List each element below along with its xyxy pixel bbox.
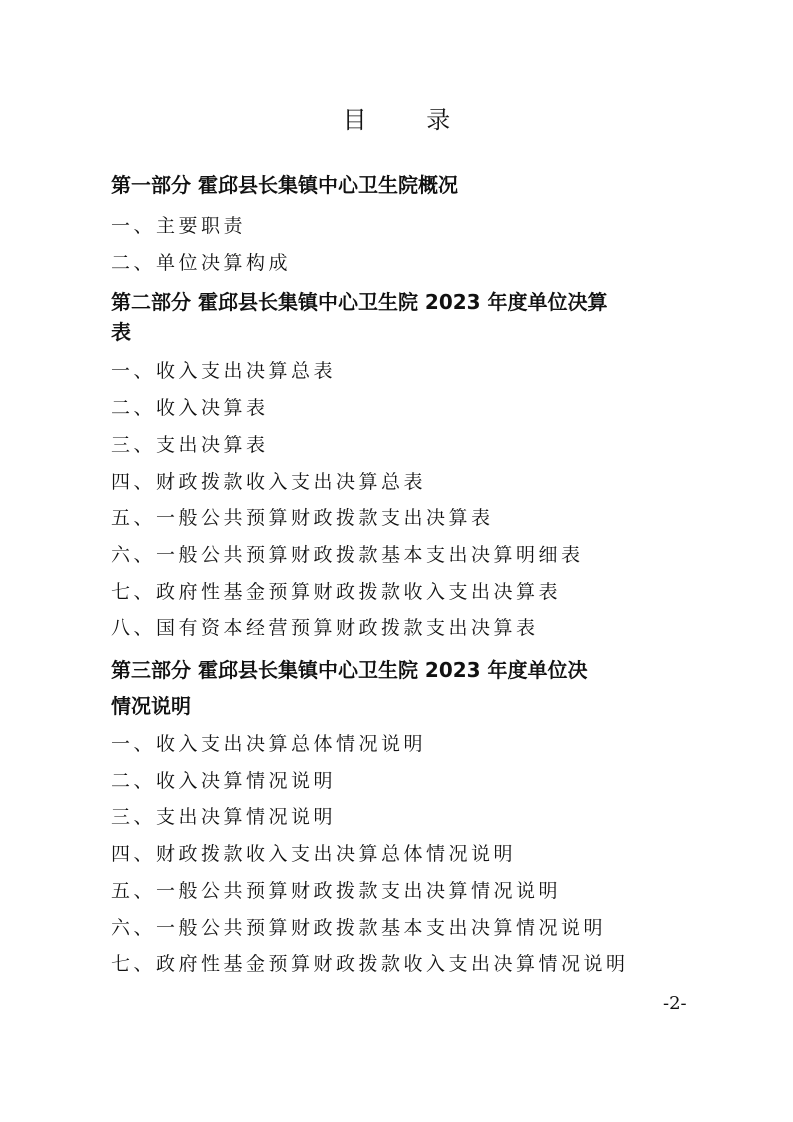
toc-item: 八、国有资本经营预算财政拨款支出决算表 xyxy=(111,617,539,640)
toc-item: 五、一般公共预算财政拨款支出决算情况说明 xyxy=(111,879,562,902)
toc-item: 二、收入决算情况说明 xyxy=(111,769,337,792)
toc-item: 四、财政拨款收入支出决算总体情况说明 xyxy=(111,843,517,866)
toc-item: 一、收入支出决算总体情况说明 xyxy=(111,733,427,756)
toc-item: 六、一般公共预算财政拨款基本支出决算情况说明 xyxy=(111,916,607,939)
page-number: -2- xyxy=(663,993,687,1014)
toc-item: 七、政府性基金预算财政拨款收入支出决算表 xyxy=(111,580,562,603)
toc-item: 三、支出决算情况说明 xyxy=(111,806,337,829)
toc-item: 四、财政拨款收入支出决算总表 xyxy=(111,470,427,493)
section-2-heading-line1: 第二部分 霍邱县长集镇中心卫生院 2023 年度单位决算 xyxy=(111,290,608,315)
toc-item: 一、收入支出决算总表 xyxy=(111,360,337,383)
section-3-heading-line1: 第三部分 霍邱县长集镇中心卫生院 2023 年度单位决 xyxy=(111,658,588,683)
section-1-heading: 第一部分 霍邱县长集镇中心卫生院概况 xyxy=(111,173,458,197)
toc-item: 七、政府性基金预算财政拨款收入支出决算情况说明 xyxy=(111,953,629,976)
toc-item: 六、一般公共预算财政拨款基本支出决算明细表 xyxy=(111,543,584,566)
section-3-heading xyxy=(111,652,711,724)
toc-item: 三、支出决算表 xyxy=(111,433,269,456)
toc-item: 二、收入决算表 xyxy=(111,397,269,420)
table-of-contents xyxy=(111,170,711,983)
section-2-heading-line2: 表 xyxy=(111,320,131,345)
toc-item: 二、单位决算构成 xyxy=(111,251,292,274)
section-3-heading-line2: 情况说明 xyxy=(111,694,191,719)
section-2-heading xyxy=(111,287,711,347)
page-title: 目 录 xyxy=(342,106,477,134)
toc-item: 五、一般公共预算财政拨款支出决算表 xyxy=(111,507,494,530)
toc-item: 一、主要职责 xyxy=(111,215,247,237)
